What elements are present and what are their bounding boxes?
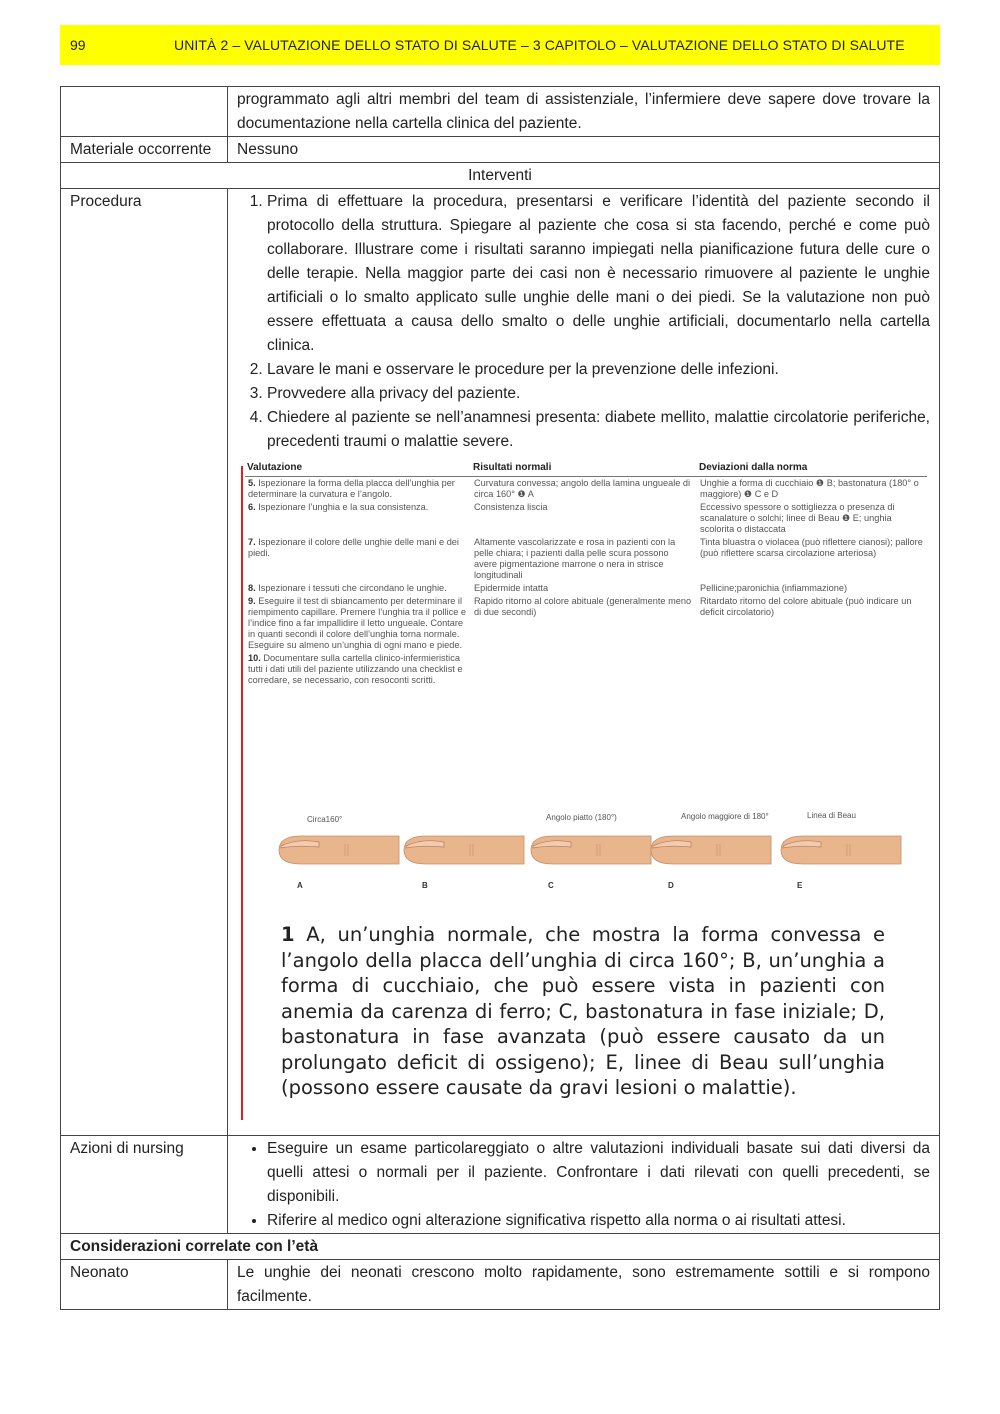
- step-text: Ispezionare i tessuti che circondano le unghie.: [258, 583, 447, 593]
- azioni-item: • Eseguire un esame particolareggiato o altre valutazioni individuali basate sui dati diversi da quelli attesi o normali per il paziente. Confrontare i dati rilevati con quelli precedenti, se disponibili.: [267, 1137, 930, 1209]
- normal-result-cell: Consistenza liscia: [474, 502, 548, 512]
- step-number: 8.: [248, 583, 256, 593]
- finger-illustration: [404, 836, 524, 864]
- assessment-row: [245, 501, 927, 536]
- intro-text: programmato agli altri membri del team di assistenziale, l’infermiere deve sapere dove trovare la documentazione nella cartella clinica del paziente.: [228, 87, 940, 137]
- assessment-row: [245, 652, 927, 687]
- azioni-list: [237, 1137, 930, 1233]
- col-header: Deviazioni dalla norma: [697, 462, 927, 477]
- neonato-label: Neonato: [61, 1260, 228, 1310]
- deviation-cell: Unghie a forma di cucchiaio ❶ B; bastonatura (180° o maggiore) ❶ C e D: [700, 478, 919, 499]
- textbook-figure: [239, 462, 923, 1127]
- finger-illustration: [651, 836, 771, 864]
- nail-label: Linea di Beau: [807, 812, 856, 820]
- nail-letter: B: [422, 881, 428, 890]
- col-header: Risultati normali: [471, 462, 697, 477]
- procedura-step: 2. Lavare le mani e osservare le procedure per la prevenzione delle infezioni.: [267, 358, 930, 382]
- procedura-steps: [237, 190, 930, 454]
- finger-illustration: [781, 836, 901, 864]
- nail-letter: A: [297, 881, 303, 890]
- nail-label: Circa160°: [307, 815, 343, 824]
- materiale-value: Nessuno: [228, 137, 940, 163]
- assessment-cell: [245, 477, 471, 502]
- assessment-cell: [245, 652, 471, 687]
- step-number: 7.: [248, 537, 256, 547]
- step-text: Ispezionare la forma della placca dell’unghia per determinare la curvatura e l’angolo.: [248, 478, 455, 499]
- nail-label: Angolo piatto (180°): [546, 813, 617, 822]
- step-text: Ispezionare l’unghia e la sua consistenza.: [258, 502, 429, 512]
- step-text: Ispezionare il colore delle unghie delle mani e dei piedi.: [248, 537, 459, 558]
- azioni-item: • Riferire al medico ogni alterazione significativa rispetto alla norma o ai risultati attesi.: [267, 1209, 930, 1233]
- azioni-cell: [228, 1136, 940, 1234]
- nail-letter: C: [548, 881, 554, 890]
- nail-label: Angolo maggiore di 180°: [681, 812, 769, 821]
- step-text: Documentare sulla cartella clinico-infermieristica tutti i dati utili del paziente utilizzando una checklist e corredare, se necessario, con resoconti scritti.: [248, 653, 463, 685]
- normal-result-cell: [471, 652, 697, 687]
- assessment-table: [245, 462, 927, 687]
- deviation-cell: Pellicine;paronichia (infiammazione): [700, 583, 848, 593]
- caption-number: 1: [281, 923, 295, 946]
- step-text: Eseguire il test di sbiancamento per determinare il riempimento capillare. Premere l’unghia tra il pollice e l’indice fino a far impallidire il letto ungueale. Contare in quanti secondi il colore dell’unghia torna normale. Eseguire su almeno un’unghia di ogni mano e piede.: [248, 596, 467, 650]
- step-number: 9.: [248, 596, 256, 606]
- neonato-value: Le unghie dei neonati crescono molto rapidamente, sono estremamente sottili e si rompono facilmente.: [228, 1260, 940, 1310]
- step-number: 10.: [248, 653, 261, 663]
- assessment-cell: [245, 582, 471, 595]
- normal-result-cell: Rapido ritorno al colore abituale (generalmente meno di due secondi): [474, 596, 692, 617]
- materiale-label: Materiale occorrente: [61, 137, 228, 163]
- eta-heading: Considerazioni correlate con l’età: [61, 1234, 940, 1260]
- procedura-cell: [228, 189, 940, 1136]
- procedura-label: Procedura: [61, 189, 228, 1136]
- deviation-cell: [697, 652, 927, 687]
- interventi-heading: Interventi: [61, 163, 940, 189]
- normal-result-cell: Epidermide intatta: [474, 583, 549, 593]
- nail-letter: E: [797, 881, 803, 890]
- caption-text: A, un’unghia normale, che mostra la forma convessa e l’angolo della placca dell’unghia di circa 160°; B, un’unghia a forma di cucchiaio, che può essere vista in pazienti con anemia da carenza di ferro; C, bastonatura in fase iniziale; D, bastonatura in fase avanzata (può essere causato da un prolungato deficit di ossigeno); E, linee di Beau sull’unghia (possono essere causate da gravi lesioni o malattie).: [281, 923, 885, 1099]
- deviation-cell: Eccessivo spessore o sottigliezza o presenza di scanalature o solchi; linee di Beau ❶ E; unghia scolorita o distaccata: [700, 502, 895, 534]
- procedura-step: 3. Provvedere alla privacy del paziente.: [267, 382, 930, 406]
- procedura-step: 1. Prima di effettuare la procedura, presentarsi e verificare l’identità del paziente secondo il protocollo della struttura. Spiegare al paziente che cosa si sta facendo, perché e come può collaborare. Illustrare come i risultati saranno impiegati nella pianificazione futura delle cure o delle terapie. Nella maggior parte dei casi non è necessario rimuovere al paziente le unghie artificiali o lo smalto applicato sulle unghie delle mani o dei piedi. Se la valutazione non può essere effettuata a causa dello smalto o delle unghie artificiali, documentarlo nella cartella clinica.: [267, 190, 930, 358]
- normal-result-cell: Altamente vascolarizzate e rosa in pazienti con la pelle chiara; i pazienti dalla pelle scura possono avere pigmentazione marrone o nera in strisce longitudinali: [474, 537, 676, 580]
- assessment-row: [245, 536, 927, 582]
- finger-illustration: [531, 836, 651, 864]
- finger-illustration: [279, 836, 399, 864]
- assessment-cell: [245, 595, 471, 652]
- figure-caption: [281, 922, 885, 1101]
- nail-illustrations: [269, 812, 929, 902]
- step-number: 6.: [248, 502, 256, 512]
- assessment-cell: [245, 501, 471, 536]
- page-number: 99: [70, 37, 86, 53]
- procedura-step: 4. Chiedere al paziente se nell’anamnesi presenta: diabete mellito, malattie circolatorie periferiche, precedenti traumi o malattie severe.: [267, 406, 930, 454]
- figure-margin-line: [241, 466, 243, 1120]
- page-header: [60, 25, 940, 65]
- normal-result-cell: Curvatura convessa; angolo della lamina ungueale di circa 160° ❶ A: [474, 478, 691, 499]
- nail-letter: D: [668, 881, 674, 890]
- deviation-cell: Tinta bluastra o violacea (può riflettere cianosi); pallore (può riflettere scarsa circolazione arteriosa): [700, 537, 923, 558]
- assessment-row: [245, 595, 927, 652]
- azioni-label: Azioni di nursing: [61, 1136, 228, 1234]
- assessment-row: [245, 582, 927, 595]
- col-header: Valutazione: [245, 462, 471, 477]
- deviation-cell: Ritardato ritorno del colore abituale (può indicare un deficit circolatorio): [700, 596, 912, 617]
- assessment-cell: [245, 536, 471, 582]
- header-title: UNITÀ 2 – VALUTAZIONE DELLO STATO DI SALUTE – 3 CAPITOLO – VALUTAZIONE DELLO STATO DI SALUTE: [174, 37, 905, 53]
- assessment-row: [245, 477, 927, 502]
- step-number: 5.: [248, 478, 256, 488]
- procedure-table: [60, 86, 940, 1310]
- empty-cell: [61, 87, 228, 137]
